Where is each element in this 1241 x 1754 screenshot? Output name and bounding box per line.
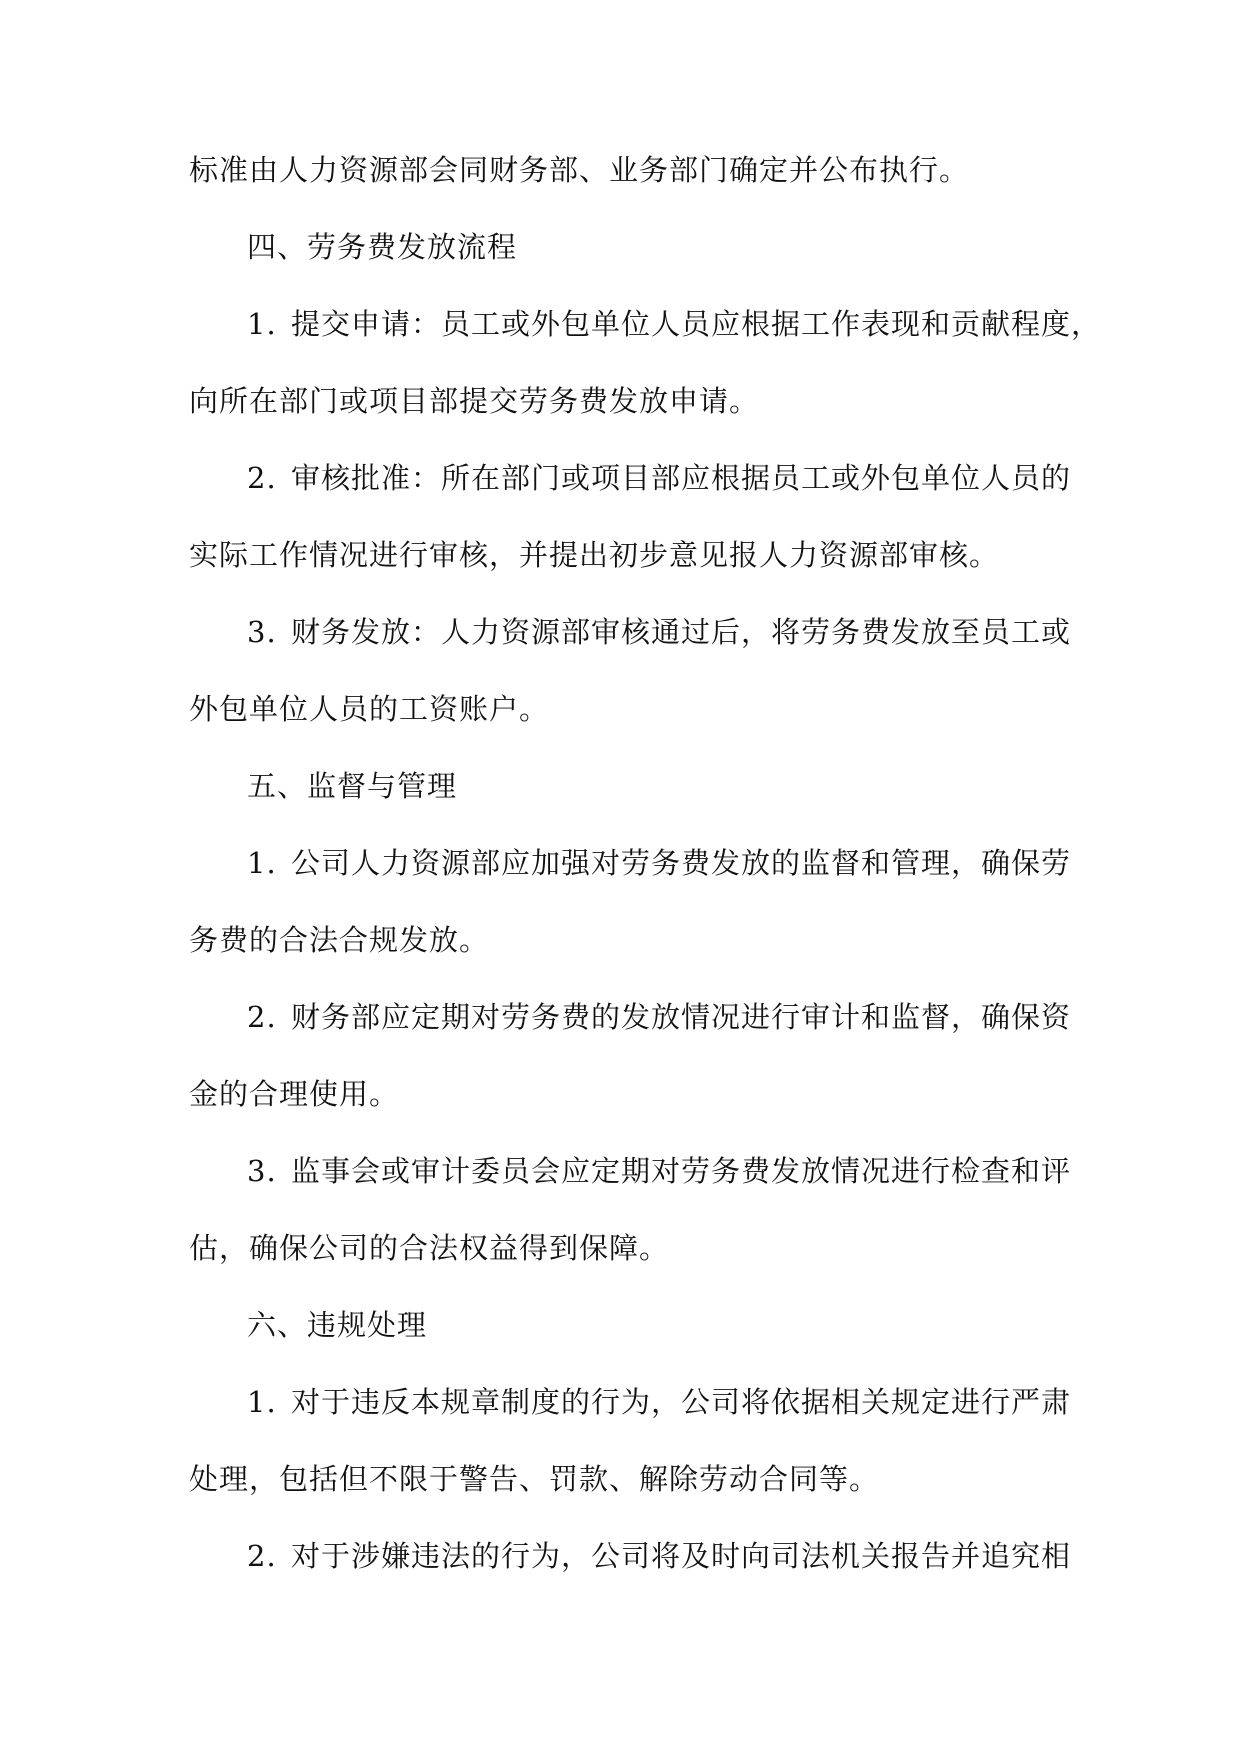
line-text: 实际工作情况进行审核，并提出初步意见报人力资源部审核。 (189, 538, 1000, 572)
list-item (189, 450, 1072, 527)
document-body (189, 142, 1102, 1605)
section-heading-text: 四、劳务费发放流程 (247, 230, 518, 264)
line-text: 公司人力资源部应加强对劳务费发放的监督和管理，确保劳 (291, 846, 1072, 880)
paragraph-line (189, 142, 1059, 219)
list-item-number: 2. (247, 1539, 277, 1573)
list-item-number: 1. (247, 846, 277, 880)
section-heading (189, 758, 1059, 835)
line-text: 对于违反本规章制度的行为，公司将依据相关规定进行严肃 (291, 1385, 1072, 1419)
paragraph-line (189, 527, 1059, 604)
line-text: 务费的合法合规发放。 (189, 923, 490, 957)
section-heading-text: 五、监督与管理 (247, 769, 458, 803)
line-text: 财务部应定期对劳务费的发放情况进行审计和监督，确保资 (291, 1000, 1072, 1034)
list-item (189, 989, 1072, 1066)
section-heading (189, 219, 1059, 296)
line-text: 提交申请：员工或外包单位人员应根据工作表现和贡献程度， (291, 307, 1102, 341)
list-item-number: 2. (247, 1000, 277, 1034)
line-text: 财务发放：人力资源部审核通过后，将劳务费发放至员工或 (291, 615, 1072, 649)
paragraph-line (189, 912, 1059, 989)
line-text: 处理，包括但不限于警告、罚款、解除劳动合同等。 (189, 1462, 880, 1496)
list-item (189, 604, 1072, 681)
list-item-number: 3. (247, 615, 277, 649)
line-text: 向所在部门或项目部提交劳务费发放申请。 (189, 384, 760, 418)
line-text: 审核批准：所在部门或项目部应根据员工或外包单位人员的 (291, 461, 1072, 495)
paragraph-line (189, 1220, 1059, 1297)
line-text: 监事会或审计委员会应定期对劳务费发放情况进行检查和评 (291, 1154, 1072, 1188)
paragraph-line (189, 373, 1059, 450)
paragraph-line (189, 681, 1059, 758)
list-item-number: 1. (247, 307, 277, 341)
line-text: 标准由人力资源部会同财务部、业务部门确定并公布执行。 (189, 153, 970, 187)
line-text: 外包单位人员的工资账户。 (189, 692, 550, 726)
list-item (189, 835, 1072, 912)
list-item (189, 1374, 1072, 1451)
section-heading (189, 1297, 1059, 1374)
list-item (189, 1528, 1072, 1605)
section-heading-text: 六、违规处理 (247, 1308, 428, 1342)
list-item-number: 1. (247, 1385, 277, 1419)
list-item-number: 2. (247, 461, 277, 495)
line-text: 对于涉嫌违法的行为，公司将及时向司法机关报告并追究相 (291, 1539, 1072, 1573)
line-text: 金的合理使用。 (189, 1077, 400, 1111)
line-text: 估，确保公司的合法权益得到保障。 (189, 1231, 670, 1265)
paragraph-line (189, 1066, 1059, 1143)
paragraph-line (189, 1451, 1059, 1528)
list-item (189, 1143, 1072, 1220)
list-item-number: 3. (247, 1154, 277, 1188)
list-item (189, 296, 1102, 373)
